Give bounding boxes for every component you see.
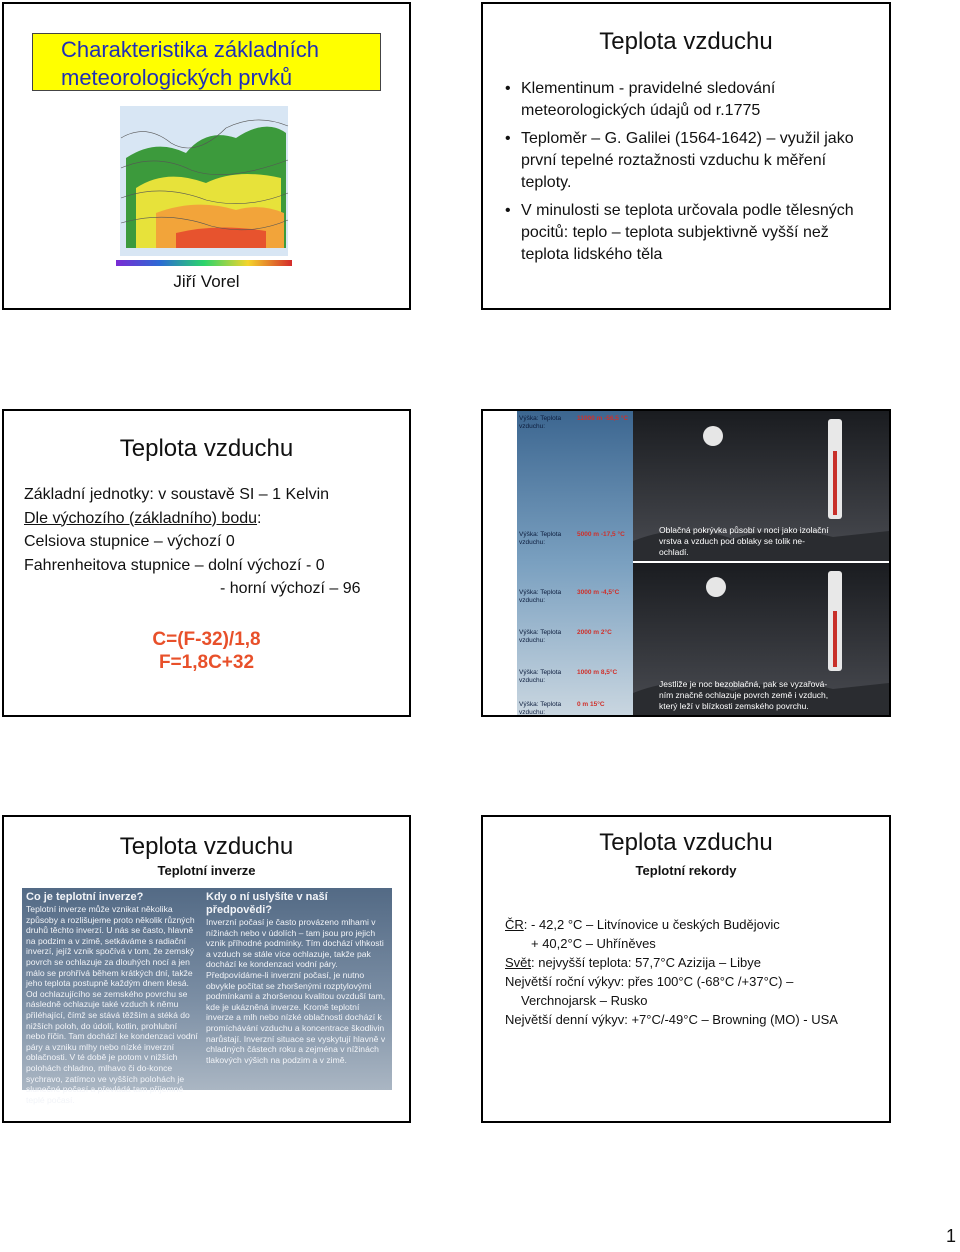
title-line-2: meteorologických prvků	[61, 65, 293, 90]
page-number: 1	[945, 1226, 956, 1246]
altitude-label: Výška: Teplota vzduchu:1000 m 8,5°C	[519, 669, 618, 684]
record-line: Největší roční výkyv: přes 100°C (-68°C /+37°C) –	[505, 974, 794, 989]
record-line: + 40,2°C – Uhříněves	[531, 936, 656, 951]
forecast-heading: Kdy o ní uslyšíte v naší předpovědi?	[206, 891, 328, 916]
record-text: : - 42,2 °C – Litvínovice u českých Budějovic	[523, 917, 780, 932]
slide-title: Teplota vzduchu	[119, 833, 294, 860]
slide-title: Teplota vzduchu	[119, 435, 294, 462]
units-line	[24, 507, 361, 531]
record-line	[505, 915, 838, 934]
bullet-item: • Klementinum - pravidelné sledování meteorologických údajů od r.1775	[503, 78, 873, 122]
formula-fahrenheit: F=1,8C+32	[158, 652, 255, 673]
inversion-panel-right	[202, 888, 392, 1090]
caption-bottom: Jestliže je noc bezoblačná, pak se vyzařová-ním značně ochlazuje povrch země i vzduch, který leží v blízkosti zemského povrchu.	[659, 679, 829, 711]
record-text: : nejvyšší teplota: 57,7°C Azizija – Libye	[531, 955, 761, 970]
slide-altitude-image	[481, 409, 891, 717]
bullet-list	[503, 78, 873, 272]
moon-icon	[703, 426, 723, 446]
caption-top: Oblačná pokrývka působí v noci jako izolační vrstva a vzduch pod oblaky se tolik ne-ochladí.	[659, 525, 829, 557]
record-line: Největší denní výkyv: +7°C/-49°C – Browning (MO) - USA	[505, 1012, 838, 1027]
altitude-label: Výška: Teplota vzduchu:5000 m -17,5 °C	[519, 531, 625, 546]
units-text	[24, 483, 361, 601]
slide-subtitle: Teplotní rekordy	[635, 863, 737, 878]
moon-icon	[706, 577, 726, 597]
title-line-1: Charakteristika základních	[61, 37, 320, 62]
records-list	[505, 915, 838, 1029]
slide-title: Teplota vzduchu	[599, 829, 773, 856]
record-region: ČR	[505, 917, 524, 932]
units-line: - horní výchozí – 96	[220, 580, 361, 597]
altitude-label: Výška: Teplota vzduchu:0 m 15°C	[519, 701, 605, 716]
author-name: Jiří Vorel	[173, 272, 240, 291]
record-line	[505, 953, 838, 972]
formula-celsius: C=(F-32)/1,8	[152, 629, 261, 650]
title-box	[32, 33, 381, 91]
record-region: Svět	[505, 955, 532, 970]
inversion-text: Teplotní inverze může vznikat několika způsoby a rozlišujeme proto několik různých druhů těchto inverzí. U nás se často, hlavně na podzim a v zimě, setkáváme s radiační inverzí, jejíž vznik spočívá v tom, že zemský povrch se ochlazuje za dlouhých nocí a jen málo se prohřívá během krátkých dní, takže jeho teplota postupně každým dnem klesá. Od ochlazujícího se zemského povrchu se následně ochlazuje také vzduch k němu přiléhající, čímž se stává těžším a stéká do nižších poloh, do údolí, kotlin, prohlubní nebo říčin. Tam dochází ke kondenzaci vodní páry a vzniku mlhy nebo nízké inverzní oblačnosti. V té době je potom v nižších polohách chladno, mlhavo či do-konce sychravo, zatímco ve vyšších polohách je slunečné počasí a převládá tam příjemné teplé počasí.	[26, 904, 198, 1105]
bullet-item: • V minulosti se teplota určovala podle tělesných pocitů: teplo – teplota subjektivně vyšší než teplota lidského těla	[503, 200, 873, 266]
slide-title-page	[2, 2, 411, 310]
units-line: Celsiova stupnice – výchozí 0	[24, 533, 235, 550]
record-line: Verchnojarsk – Rusko	[521, 993, 648, 1008]
slide-title: Teplota vzduchu	[599, 28, 773, 55]
slide-inversion	[2, 815, 411, 1123]
weather-map-image	[116, 98, 292, 268]
slide-units	[2, 409, 411, 717]
altitude-label: Výška: Teplota vzduchu:11000 m -56,5 °C	[519, 415, 629, 430]
units-line: Fahrenheitova stupnice – dolní výchozí - 0	[24, 556, 325, 574]
slide-history	[481, 2, 891, 310]
slide-subtitle: Teplotní inverze	[157, 863, 256, 878]
bullet-item: • Teploměr – G. Galilei (1564-1642) – využil jako první tepelné roztažnosti vzduchu k měření teploty.	[503, 128, 873, 194]
units-line: Základní jednotky: v soustavě SI – 1 Kelvin	[24, 486, 330, 503]
forecast-text: Inverzní počasí je často provázeno mlhami v nížinách nebo v údolích – tam jsou pro jejich vznik příhodné podmínky. Tím dochází vlhkosti a vzduch se stále více ochlazuje, takže pak dochází ke kondenzaci vodní páry. Předpovídáme-li inverzní počasí, je nutno obvykle počítat se zhoršenými rozptylovými podmínkami a zhoršenou kvalitou ovzduší tam, kde je ukázněná inverze. Kromě teplotní inverze a mlh nebo nízké oblačnosti dochází k promíchávání vzduchu a koncentrace škodlivin narůstají. Inverzní situace se vyskytují hlavně v chladných částech roku a zejména v nížinách tlakových výšich na podzim a v zimě.	[206, 917, 386, 1065]
altitude-label: Výška: Teplota vzduchu:3000 m -4,5°C	[519, 589, 620, 604]
altitude-label: Výška: Teplota vzduchu:2000 m 2°C	[519, 629, 612, 644]
units-colon: :	[257, 509, 262, 527]
units-underlined: Dle výchozího (základního) bodu	[24, 509, 258, 527]
inversion-heading: Co je teplotní inverze?	[26, 891, 144, 903]
slide-records	[481, 815, 891, 1123]
inversion-panel-left	[22, 888, 202, 1105]
